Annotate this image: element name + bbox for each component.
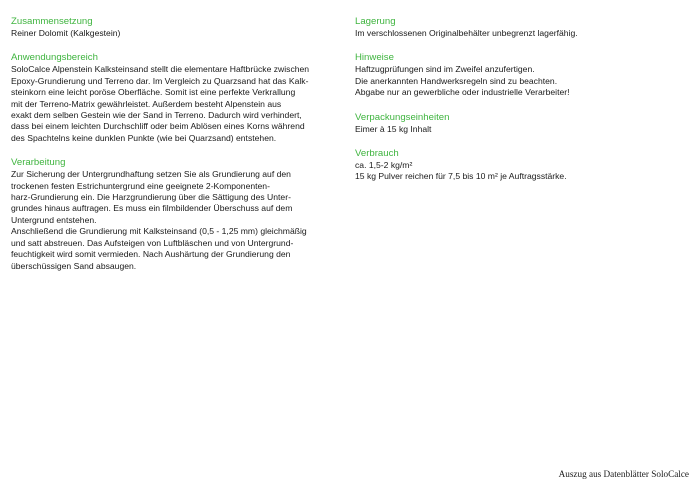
text-line: dass bei einem leichten Durchschliff oder beim Ablösen eines Korns während [11, 121, 305, 132]
text-line: Epoxy-Grundierung und Terreno dar. Im Vergleich zu Quarzsand hat das Kalk- [11, 75, 309, 86]
text-line: Haftzugprüfungen sind im Zweifel anzufertigen. [355, 64, 535, 75]
text-line: 15 kg Pulver reichen für 7,5 bis 10 m² je Auftragsstärke. [355, 171, 567, 182]
section-verbrauch [355, 148, 690, 183]
text-line: Die anerkannten Handwerksregeln sind zu beachten. [355, 75, 558, 86]
text-line: Untergrund entstehen. [11, 214, 97, 225]
footer-caption: Auszug aus Datenblätter SoloCalce [558, 469, 689, 479]
text-line: steinkorn eine leicht poröse Oberfläche. Somit ist eine perfekte Verkrallung [11, 87, 296, 98]
text-line: feuchtigkeit wird somit vermieden. Nach Aushärtung der Grundierung den [11, 249, 291, 260]
section-heading: Verpackungseinheiten [355, 111, 450, 123]
text-line: mit der Terreno-Matrix gewährleistet. Außerdem besteht Alpenstein aus [11, 98, 282, 109]
section-heading: Verarbeitung [11, 157, 66, 169]
right-column [355, 16, 690, 196]
text-line: Im verschlossenen Originalbehälter unbegrenzt lagerfähig. [355, 28, 578, 38]
text-line: trockenen festen Estrichuntergrund eine geeignete 2-Komponenten- [11, 180, 270, 191]
section-heading: Lagerung [355, 16, 396, 27]
text-line: Eimer à 15 kg Inhalt [355, 123, 432, 134]
text-line: und satt abstreuen. Das Aufsteigen von Luftbläschen und von Untergrund- [11, 237, 294, 248]
text-line: exakt dem selben Gestein wie der Sand in Terreno. Dadurch wird verhindert, [11, 110, 302, 121]
text-line: Reiner Dolomit (Kalkgestein) [11, 28, 121, 38]
section-heading: Zusammensetzung [11, 16, 93, 27]
text-line: überschüssigen Sand absaugen. [11, 260, 137, 271]
text-line: grundes hinaus auftragen. Es muss ein filmbildender Überschuss auf dem [11, 203, 293, 214]
text-line: ca. 1,5-2 kg/m² [355, 160, 413, 171]
section-lagerung [355, 16, 690, 39]
section-verpackungseinheiten [355, 112, 690, 135]
section-heading: Verbrauch [355, 148, 399, 160]
text-line: des Spachtelns keine dunklen Punkte (wie bei Quarzsand) entstehen. [11, 132, 277, 143]
left-column [11, 16, 333, 285]
section-hinweise [355, 52, 690, 98]
text-line: SoloCalce Alpenstein Kalksteinsand stellt die elementare Haftbrücke zwischen [11, 64, 310, 75]
text-line: Abgabe nur an gewerbliche oder industrielle Verarbeiter! [355, 87, 570, 98]
section-heading: Hinweise [355, 52, 394, 64]
section-heading: Anwendungsbereich [11, 52, 98, 64]
text-line: Anschließend die Grundierung mit Kalksteinsand (0,5 - 1,25 mm) gleichmäßig [11, 226, 307, 237]
text-line: harz-Grundierung ein. Die Harzgrundierung über die Sättigung des Unter- [11, 192, 291, 203]
text-line: Zur Sicherung der Untergrundhaftung setzen Sie als Grundierung auf den [11, 169, 291, 180]
section-anwendungsbereich [11, 52, 333, 144]
section-zusammensetzung [11, 16, 333, 39]
section-verarbeitung [11, 157, 333, 272]
